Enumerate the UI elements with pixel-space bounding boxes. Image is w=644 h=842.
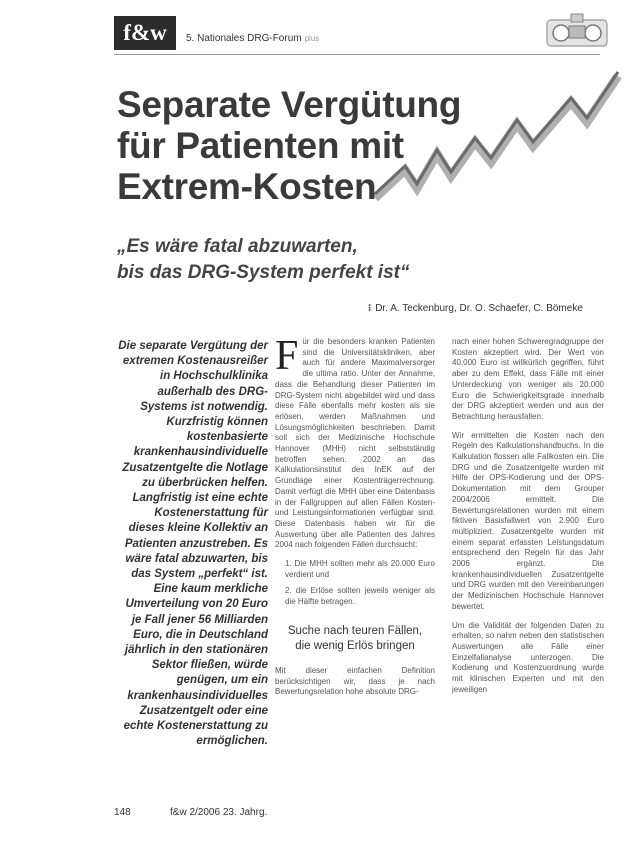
headline-line-3: Extrem-Kosten [117,166,377,207]
series-title: 5. Nationales DRG-Forum [186,33,302,44]
author-names: Dr. A. Teckenburg, Dr. O. Schaefer, C. Bömeke [375,303,583,314]
issue-line: f&w 2/2006 23. Jahrg. [170,807,268,818]
body-paragraph: Mit dieser einfachen Definition berücksichtigen wir, dass je nach Bewertungsrelation hohe absolute DRG- [275,665,435,697]
section-subhead [275,624,435,654]
headline-line-2: für Patienten mit [117,125,404,166]
series-note: plus [304,34,320,43]
author-line [368,303,583,314]
body-paragraph [275,333,435,551]
body-paragraph: Wir ermittelten die Kosten nach den Regeln des Kalkulationshandbuchs. In die Kalkulation flossen alle Fallkosten ein. Die DRG und die Zusatzentgelte wurden mit Hilfe der OPS-Kodierung und der OPS-Dokumentation mit dem Grouper 2004/2006 ermittelt. Die Bewertungsrelationen wurden mit einem fiktiven Basisfallwert von 2.900 Euro multipliziert. Zusatzentgelte wurden mit einem separat erfassten Leistungsdatum entsprechend den Regeln für das Jahr 2006 ergänzt. Die krankenhausindividuellen Zusatzentgelte und DRG wurden mit den Vereinbarungen der Medizinischen Hochschule Hannover bewertet. [452,430,604,611]
quote-line-2: bis das DRG-System perfekt ist“ [117,262,410,283]
drop-cap: F [275,333,299,379]
journal-logo: f&w [114,16,176,50]
headline-line-1: Separate Vergütung [117,84,462,125]
article-teaser: Die separate Vergütung der extremen Kostenausreißer in Hochschulklinika außerhalb des DRG-Systems ist notwendig. Kurzfristig können kostenbasierte krankenhausindividuelle Zusatzentgelte die Notlage zu überbrücken helfen. Langfristig ist eine echte Kostenerstattung für dieses kleine Kollektiv an Patienten anzustreben. Es wäre fatal abzuwarten, bis das System „perfekt“ ist. Eine kaum merkliche Umverteilung von 20 Euro je Fall jener 56 Milliarden Euro, die in Deutschland jährlich in den stationären Sektor fließen, würde genügen, um ein krankenhausindividuelles Zusatzentgelt oder eine echte Kostenerstattung zu ermöglichen. [118,340,268,748]
page-number: 148 [114,807,131,818]
forum-badge-icon [545,12,609,50]
body-paragraph: Um die Validität der folgenden Daten zu erhalten, so nahm neben den statistischen Auswertungen alle Fälle einer Einzelfallanalyse unterzogen. Die Kodierung und Kostenzuordnung wurde mit klinischen Experten und mit den jeweiligen [452,620,604,694]
list-item: 1. Die MHH sollten mehr als 20.000 Euro verdient und [285,559,435,579]
header-rule [114,54,600,55]
body-column-right [452,337,604,704]
subhead-line-1: Suche nach teuren Fällen, [287,624,423,637]
pull-quote [117,234,537,286]
quote-line-1: „Es wäre fatal abzuwarten, [117,236,358,257]
author-marker-icon: ⁝ [368,303,372,314]
series-header [186,33,319,44]
subhead-line-2: die wenig Erlös bringen [295,639,415,652]
body-column-middle [275,333,435,706]
article-headline [117,84,467,207]
body-paragraph: nach einer hohen Schweregradgruppe der Kosten akzeptiert wird. Der Wert von 40.000 Euro ist willkürlich gegriffen, führt aber zu dem Effekt, dass Fälle mit einer Unterdeckung von weniger als 20.000 Euro die Schwierigkeitsgrade innerhalb der DRG akzeptiert werden und aus der Betrachtung herausfallen. [452,337,604,421]
list-item: 2. die Erlöse sollten jeweils weniger als die Hälfte betragen. [285,586,435,607]
paragraph-text: ür die besonders kranken Patienten sind die Universitätskliniken, aber auch für andere Maximalversorger die ultima ratio. Unter der Annahme, dass die Behandlung dieser Patienten im DRG-System nicht abgebildet wird und dass diese Fälle ebenfalls mehr kosten als sie erlösen, werden Maßnahmen und Lösungsmöglichkeiten beschrieben. Damit soll sich der Medizinische Hochschule Hannover (MHH) nicht selbstständig betroffen sehen. 2002 an das Kalkulationsinstitut des InEK auf der Grundlage einer Kostenträgerrechnung. Damit verfügt die MHH über eine Datenbasis in der Fallgruppen auf allen Fällen Kosten- und Leistungsinformationen verfügbar sind. Diese Datenbasis haben wir für die Auswertung über alle Patienten des Jahres 2004 nach folgenden Fällen durchsucht: [275,337,435,550]
